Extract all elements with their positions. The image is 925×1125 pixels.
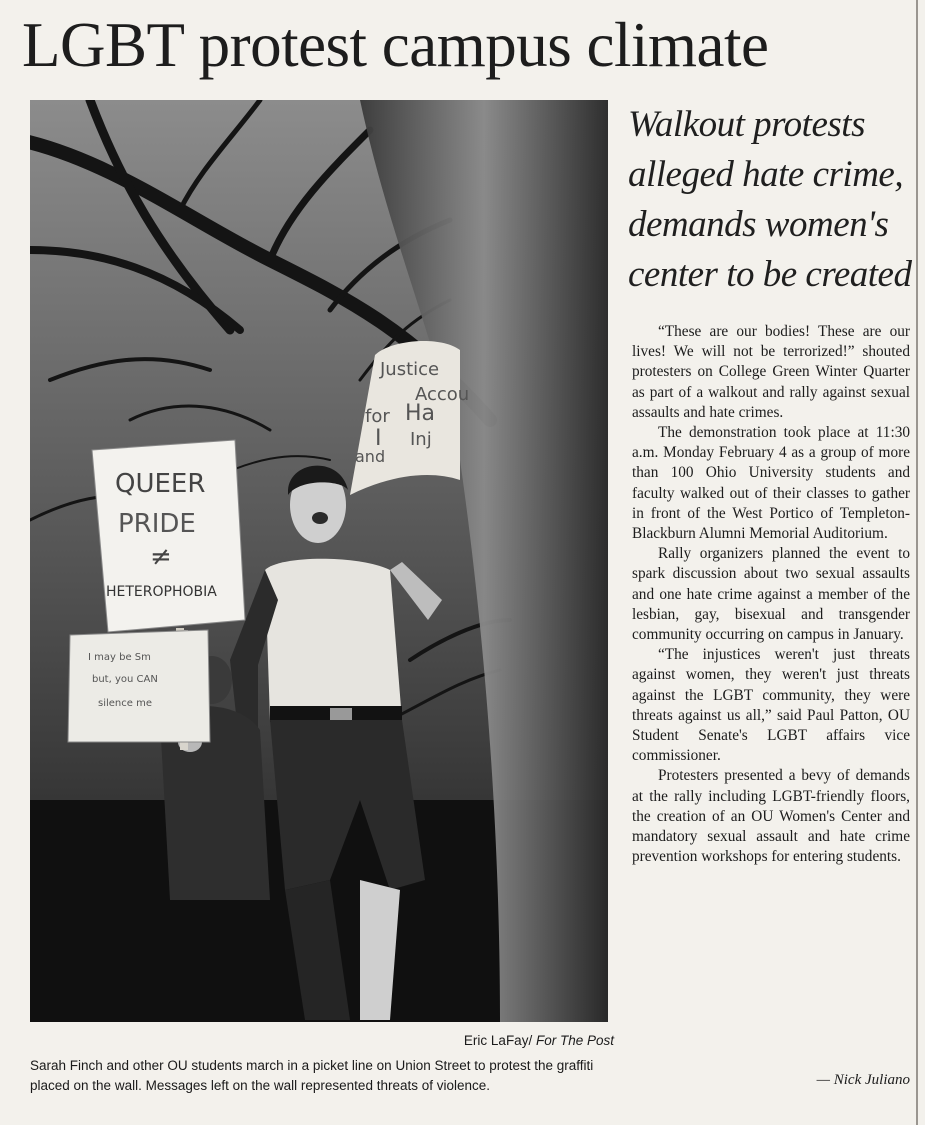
hanging-sign-line-1: Justice (380, 359, 440, 380)
small-sign-line-1: I may be Sm (88, 652, 151, 663)
protest-photo (30, 100, 608, 1022)
hanging-sign-line-2: Accou (415, 384, 470, 405)
page-edge-rule (916, 0, 918, 1125)
subheadline-line-2: alleged hate crime, (628, 154, 904, 195)
hanging-sign-line-5: I (375, 426, 382, 451)
sign-line-pride: PRIDE (118, 509, 196, 539)
body-paragraph-4: “The injustices weren't just threats against women, they weren't just threats against the LGBT community, they were threats against us all,” said Paul Patton, OU Student Senate's LGBT affairs vice commissioner. (632, 646, 910, 765)
small-sign (68, 630, 210, 742)
photo-credit (30, 1032, 614, 1050)
hanging-sign-line-7: Inj (410, 429, 432, 450)
small-sign-line-2: but, you CAN (92, 674, 158, 685)
small-sign-line-3: silence me (98, 698, 152, 709)
protest-photo-illustration (30, 100, 608, 1022)
article-body (632, 322, 910, 867)
body-paragraph-1: “These are our bodies! These are our lives! We will not be terrorized!” shouted protesters on College Green Winter Quarter as part of a walkout and rally against sexual assaults and hate crimes. (632, 323, 910, 421)
hanging-sign-line-4: Ha (405, 401, 436, 426)
body-paragraph-5: Protesters presented a bevy of demands at the rally including LGBT-friendly floors, the creation of an OU Women's Center and mandatory sexual assault and hate crime prevention workshops for entering students. (632, 767, 910, 866)
subheadline-line-1: Walkout protests (628, 104, 865, 145)
sign-line-heterophobia: HETEROPHOBIA (106, 584, 217, 600)
body-paragraph-2: The demonstration took place at 11:30 a.m. Monday February 4 as a group of more than 100 Ohio University students and faculty walked out of their classes to gather in front of the West Portico of Templeton-Blackburn Alumni Memorial Auditorium. (632, 424, 910, 543)
photo-credit-name: Eric LaFay/ (463, 1033, 533, 1048)
byline: — Nick Juliano (816, 1072, 910, 1088)
hanging-sign-line-3: for (365, 406, 390, 427)
subheadline-line-3: demands women's (628, 204, 889, 245)
subheadline (628, 100, 913, 300)
body-paragraph-3: Rally organizers planned the event to spark discussion about two sexual assaults and one hate crime against a member of the lesbian, gay, bisexual and transgender community occurring on campus in January. (632, 545, 910, 644)
photo-credit-outlet: For The Post (535, 1033, 614, 1048)
hanging-sign-line-6: and (355, 447, 386, 466)
sign-line-not-equal: ≠ (150, 542, 172, 572)
subheadline-line-4: center to be created (628, 254, 912, 295)
sign-line-queer: QUEER (115, 469, 206, 499)
headline: LGBT protest campus climate (22, 10, 769, 80)
photo-caption: Sarah Finch and other OU students march in a picket line on Union Street to protest the graffiti placed on the wall. Messages left on the wall represented threats of violence. (30, 1058, 594, 1093)
